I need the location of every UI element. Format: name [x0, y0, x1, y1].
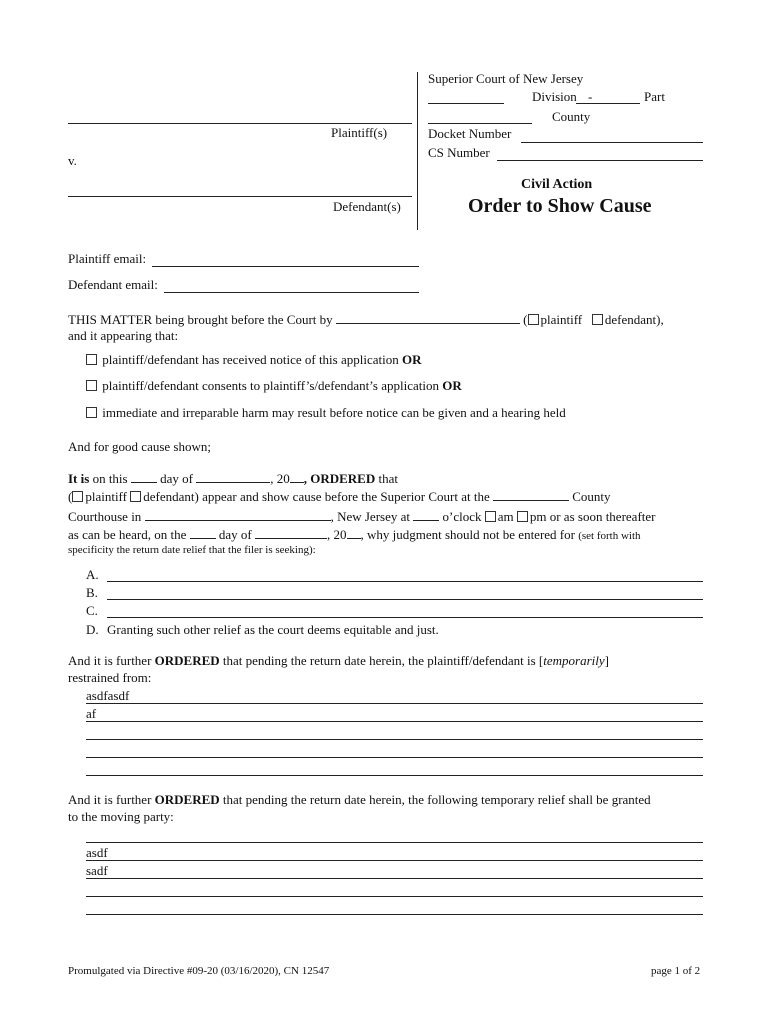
restraint-entry[interactable]: asdfasdf: [86, 688, 130, 703]
page-number: page 1 of 2: [651, 965, 701, 977]
oclock: o’clock: [442, 509, 482, 524]
relief-letter: A.: [86, 567, 99, 582]
restraint-line[interactable]: [86, 703, 703, 704]
temp-relief-line[interactable]: [86, 878, 703, 879]
temp-relief-entry[interactable]: sadf: [86, 863, 108, 878]
county-field[interactable]: [428, 123, 532, 124]
condition-text: immediate and irreparable harm may result before notice can be given and a hearing held: [102, 405, 566, 420]
return-month-field[interactable]: [255, 526, 327, 539]
plaintiff-option-label: plaintiff: [540, 312, 583, 327]
temp-relief-line[interactable]: [86, 860, 703, 861]
restraint-line[interactable]: [86, 757, 703, 758]
condition-checkbox[interactable]: [86, 354, 97, 365]
paren-open: (: [68, 489, 73, 504]
defendant-label: Defendant(s): [333, 199, 401, 214]
plaintiff-checkbox[interactable]: [528, 314, 539, 325]
plaintiff-name-field[interactable]: [68, 123, 412, 124]
moving-party-label: to the moving party:: [68, 809, 174, 824]
restraint-pre: And it is further: [68, 653, 152, 668]
temp-relief-line[interactable]: [86, 842, 703, 843]
condition-checkbox[interactable]: [86, 407, 97, 418]
am-label: am: [497, 509, 514, 524]
restraint-close: ]: [604, 653, 609, 668]
day-field[interactable]: [131, 470, 157, 483]
on-this: on this: [92, 471, 128, 486]
ordered-word: , ORDERED: [303, 471, 376, 486]
division-value[interactable]: -: [588, 89, 593, 104]
appear-text: defendant) appear and show cause before the Superior Court at the: [143, 489, 490, 504]
relief-field-a[interactable]: [107, 581, 703, 582]
defendant-email-field[interactable]: [164, 292, 419, 293]
ordered-line-4: [68, 526, 641, 543]
restraint-line[interactable]: [86, 721, 703, 722]
county-label: County: [552, 109, 591, 124]
appear-defendant-checkbox[interactable]: [130, 491, 141, 502]
plaintiff-email-field[interactable]: [152, 266, 419, 267]
restraint-entry[interactable]: af: [86, 706, 97, 721]
day-of-2: day of: [218, 527, 252, 542]
docket-number-label: Docket Number: [428, 126, 512, 141]
court-name: Superior Court of New Jersey: [428, 71, 584, 86]
defendant-checkbox[interactable]: [592, 314, 603, 325]
return-year-field[interactable]: [347, 526, 361, 539]
month-field[interactable]: [196, 470, 270, 483]
defendant-name-field[interactable]: [68, 196, 412, 197]
day-of: day of: [160, 471, 193, 486]
pm-checkbox[interactable]: [517, 511, 528, 522]
relief-field-c[interactable]: [107, 617, 703, 618]
matter-line-2: and it appearing that:: [68, 328, 179, 343]
good-cause: And for good cause shown;: [68, 439, 211, 454]
part-label: Part: [644, 89, 665, 104]
year-prefix: , 20: [270, 471, 290, 486]
temp-relief-line[interactable]: [86, 914, 703, 915]
moving-party-field[interactable]: [336, 311, 520, 324]
pm-label: pm or as soon thereafter: [529, 509, 656, 524]
time-field[interactable]: [413, 508, 439, 521]
ordered-line-2: [68, 488, 611, 505]
temp-ordered: ORDERED: [154, 792, 220, 807]
condition-harm[interactable]: [86, 405, 566, 421]
heard-on: as can be heard, on the: [68, 527, 187, 542]
ordered-line-3: [68, 508, 655, 525]
set-forth-note: (set forth with: [578, 530, 641, 542]
relief-letter: C.: [86, 603, 98, 618]
defendant-email-label: Defendant email:: [68, 277, 158, 292]
return-day-field[interactable]: [190, 526, 216, 539]
it-is: It is: [68, 471, 90, 486]
division-label: Division: [532, 89, 577, 104]
paren-open: (: [523, 312, 528, 327]
year-field[interactable]: [290, 470, 304, 483]
restraint-line[interactable]: [86, 739, 703, 740]
defendant-option-label: defendant),: [604, 312, 664, 327]
vertical-divider: [417, 72, 418, 230]
relief-letter: D.: [86, 622, 99, 637]
appear-county-field[interactable]: [493, 488, 569, 501]
temp-relief-intro: [68, 792, 651, 808]
courthouse-city-field[interactable]: [145, 508, 331, 521]
temporarily-word: temporarily: [543, 653, 605, 668]
condition-text: plaintiff/defendant has received notice of this application: [102, 352, 399, 367]
promulgated-note: Promulgated via Directive #09-20 (03/16/2020), CN 12547: [68, 965, 330, 977]
plaintiff-email-label: Plaintiff email:: [68, 251, 147, 266]
condition-notice[interactable]: [86, 352, 422, 368]
relief-letter: B.: [86, 585, 98, 600]
docket-number-field[interactable]: [521, 142, 703, 143]
restraint-line[interactable]: [86, 775, 703, 776]
matter-line: [68, 311, 664, 328]
versus-label: v.: [68, 153, 77, 168]
condition-or: OR: [402, 352, 422, 367]
division-county-field[interactable]: [428, 103, 504, 104]
nj-at: , New Jersey at: [330, 509, 410, 524]
restrained-from: restrained from:: [68, 670, 152, 685]
restraint-post: that pending the return date herein, the plaintiff/defendant is [: [222, 653, 544, 668]
action-type: Civil Action: [521, 177, 593, 192]
temp-pre: And it is further: [68, 792, 152, 807]
temp-post: that pending the return date herein, the following temporary relief shall be granted: [222, 792, 651, 807]
cs-number-label: CS Number: [428, 145, 490, 160]
temp-relief-line[interactable]: [86, 896, 703, 897]
matter-text: THIS MATTER being brought before the Court by: [68, 312, 333, 327]
courthouse-in: Courthouse in: [68, 509, 142, 524]
appear-plaintiff-label: plaintiff: [85, 489, 127, 504]
restraint-ordered: ORDERED: [154, 653, 220, 668]
why-judgment: , why judgment should not be entered for: [360, 527, 575, 542]
condition-text: plaintiff/defendant consents to plaintiff’s/defendant’s application: [102, 378, 439, 393]
plaintiff-label: Plaintiff(s): [331, 125, 388, 140]
relief-field-b[interactable]: [107, 599, 703, 600]
year-prefix-2: , 20: [327, 527, 347, 542]
specificity-note: specificity the return date relief that the filer is seeking):: [68, 544, 316, 556]
that-word: that: [378, 471, 398, 486]
temp-relief-entry[interactable]: asdf: [86, 845, 108, 860]
condition-checkbox[interactable]: [86, 380, 97, 391]
cs-number-field[interactable]: [497, 160, 703, 161]
am-checkbox[interactable]: [485, 511, 496, 522]
appear-plaintiff-checkbox[interactable]: [72, 491, 83, 502]
ordered-line-1: [68, 470, 398, 487]
relief-text: Granting such other relief as the court deems equitable and just.: [107, 622, 439, 637]
condition-or: OR: [442, 378, 462, 393]
condition-consent[interactable]: [86, 378, 462, 394]
division-field[interactable]: [576, 103, 640, 104]
restraint-intro: [68, 653, 609, 669]
document-title: Order to Show Cause: [468, 195, 652, 217]
county-word: County: [572, 489, 611, 504]
